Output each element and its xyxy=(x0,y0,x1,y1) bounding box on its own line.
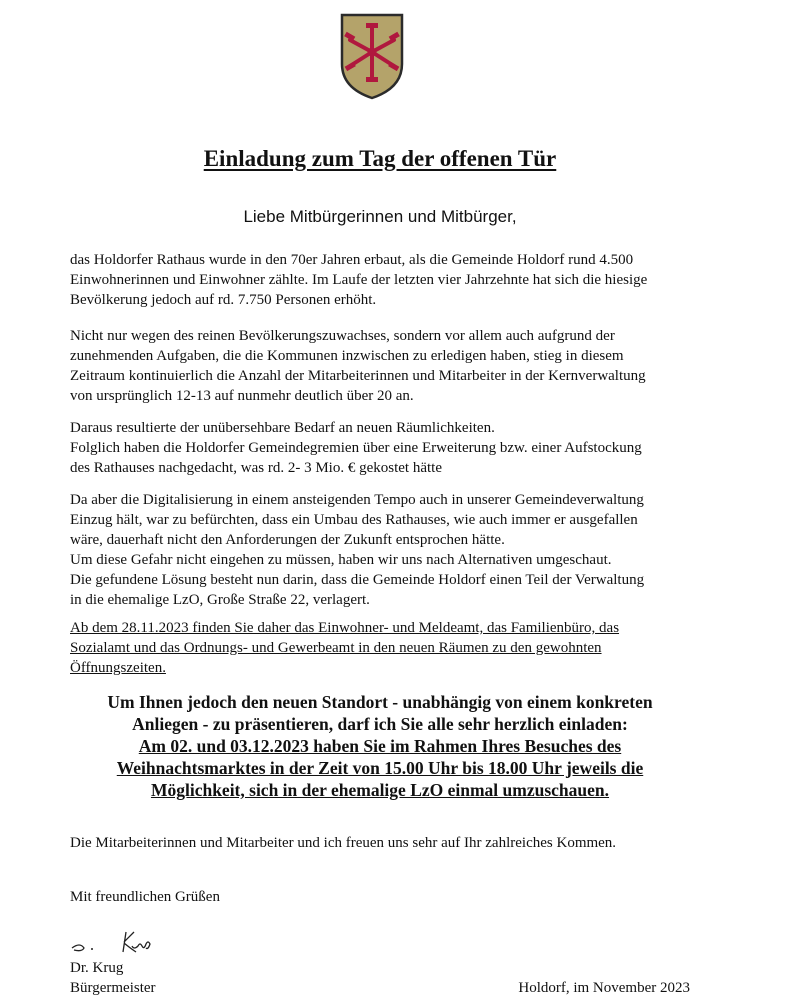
signer-role: Bürgermeister xyxy=(70,980,156,996)
invitation-block: Um Ihnen jedoch den neuen Standort - unabhängig von einem konkreten Anliegen - zu präsentieren, darf ich Sie alle sehr herzlich einladen: Am 02. und 03.12.2023 haben Sie im Rahmen Ihres Besuches des Weihnachtsmarktes in der Zeit von 15.00 Uhr bis 18.00 Uhr jeweils die Möglichkeit, sich in der ehemalige LzO einmal umzuschauen. xyxy=(107,692,653,800)
paragraph-space-need: Daraus resultierte der unübersehbare Bedarf an neuen Räumlichkeiten. Folglich haben die Holdorfer Gemeindegremien über eine Erweiterung bzw. einer Aufstockung des Rathauses nachgedacht, was rd. 2- 3 Mio. € gekostet hätte xyxy=(70,420,642,476)
signature-icon xyxy=(68,928,158,958)
coat-of-arms-icon xyxy=(339,12,405,100)
paragraph-solution: Da aber die Digitalisierung in einem ansteigenden Tempo auch in unserer Gemeindeverwaltung Einzug hält, war zu befürchten, dass ein Umbau des Rathauses, wie auch immer er ausgefallen wäre, dauerhaft nicht den Anforderungen der Zukunft entsprochen hätte. Um diese Gefahr nicht eingehen zu müssen, haben wir uns nach Alternativen umgeschaut. Die gefundene Lösung besteht nun darin, dass die Gemeinde Holdorf einen Teil der Verwaltung in die ehemalige LzO, Große Straße 22, verlagert. xyxy=(70,492,645,608)
paragraph-history: das Holdorfer Rathaus wurde in den 70er Jahren erbaut, als die Gemeinde Holdorf rund 4.500 Einwohnerinnen und Einwohner zählte. Im Laufe der letzten vier Jahrzehnte hat sich die hiesige Bevölkerung jedoch auf rd. 7.750 Personen erhöht. xyxy=(70,252,648,308)
page-title: Einladung zum Tag der offenen Tür xyxy=(203,146,557,171)
place-date: Holdorf, im November 2023 xyxy=(518,980,690,996)
paragraph-growth: Nicht nur wegen des reinen Bevölkerungszuwachses, sondern vor allem auch aufgrund der zunehmenden Aufgaben, die die Kommunen inzwischen zu erledigen haben, stieg in diesem Zeitraum kontinuierlich die Anzahl der Mitarbeiterinnen und Mitarbeiter in der Kernverwaltung von ursprünglich 12-13 auf nunmehr deutlich über 20 an. xyxy=(70,328,646,404)
paragraph-relocation-notice: Ab dem 28.11.2023 finden Sie daher das Einwohner- und Meldeamt, das Familienbüro, das Sozialamt und das Ordnungs- und Gewerbeamt in den neuen Räumen zu den gewohnten Öffnungszeiten. xyxy=(70,620,620,676)
salutation: Mit freundlichen Grüßen xyxy=(70,889,220,905)
greeting: Liebe Mitbürgerinnen und Mitbürger, xyxy=(243,207,517,226)
signer-name: Dr. Krug xyxy=(70,960,124,976)
closing-line: Die Mitarbeiterinnen und Mitarbeiter und ich freuen uns sehr auf Ihr zahlreiches Kommen. xyxy=(70,835,617,851)
